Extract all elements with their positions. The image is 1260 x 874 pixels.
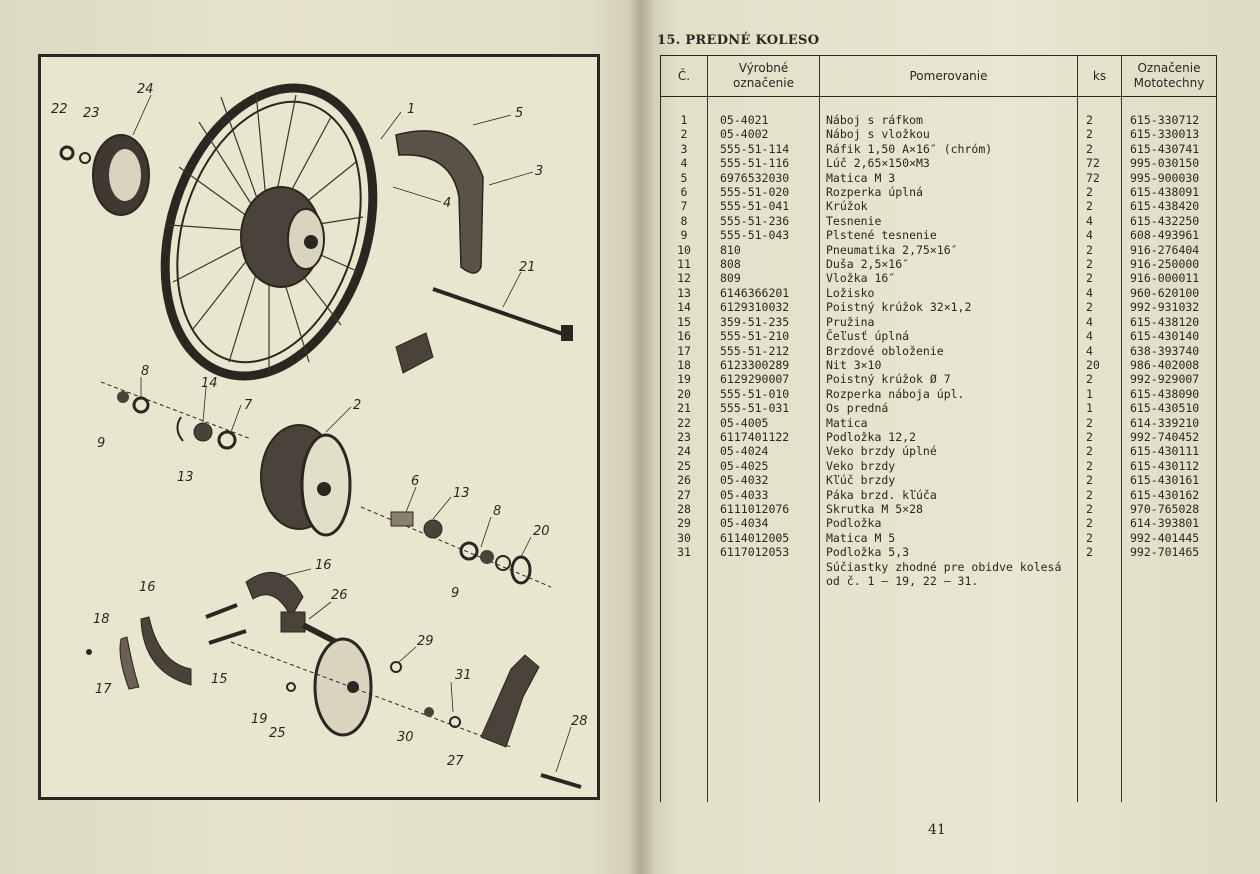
- cell-moto: 614-339210: [1122, 416, 1217, 430]
- table-row: [661, 387, 1217, 401]
- header-code-line2: označenie: [733, 76, 794, 90]
- header-code-line1: Výrobné: [738, 61, 789, 75]
- cell-no: 24: [661, 444, 708, 458]
- section-title: 15. PREDNÉ KOLESO: [657, 33, 820, 48]
- cell-qty: 2: [1078, 300, 1122, 314]
- header-qty: ks: [1078, 56, 1122, 97]
- spacer-row: [661, 97, 1217, 114]
- cell-no: 1: [661, 113, 708, 127]
- header-code: [708, 56, 820, 97]
- cell-no: 8: [661, 214, 708, 228]
- cell-desc: Krúžok: [820, 199, 1078, 213]
- cell-qty: 20: [1078, 358, 1122, 372]
- table-row: [661, 329, 1217, 343]
- cell-moto: 615-438091: [1122, 185, 1217, 199]
- cell-moto: 916-000011: [1122, 271, 1217, 285]
- table-row: [661, 344, 1217, 358]
- cell-qty: 1: [1078, 387, 1122, 401]
- cell-desc: Tesnenie: [820, 214, 1078, 228]
- cell-no: 31: [661, 545, 708, 559]
- cell-desc: Veko brzdy úplné: [820, 444, 1078, 458]
- cell-qty: 2: [1078, 271, 1122, 285]
- cell-code: 6117012053: [708, 545, 820, 559]
- callout-15: 15: [211, 672, 228, 687]
- cell-moto: 615-430111: [1122, 444, 1217, 458]
- table-row: [661, 142, 1217, 156]
- cell-no: 22: [661, 416, 708, 430]
- cell-desc: Vložka 16″: [820, 271, 1078, 285]
- table-row: [661, 185, 1217, 199]
- callout-16b: 16: [139, 580, 156, 595]
- cell-moto: 614-393801: [1122, 516, 1217, 530]
- cell-desc: Poistný krúžok Ø 7: [820, 372, 1078, 386]
- cell-moto: 615-330013: [1122, 127, 1217, 141]
- cell-qty: 4: [1078, 344, 1122, 358]
- cell-desc: Nit 3×10: [820, 358, 1078, 372]
- callout-1: 1: [407, 102, 416, 117]
- cell-no: 18: [661, 358, 708, 372]
- table-row: [661, 257, 1217, 271]
- exploded-view-figure: [38, 54, 600, 800]
- cell-code: 555-51-041: [708, 199, 820, 213]
- cell-no: 28: [661, 502, 708, 516]
- cell-desc: Matica: [820, 416, 1078, 430]
- note-text: Súčiastky zhodné pre obidve kolesá od č. 1 — 19, 22 — 31.: [820, 560, 1078, 590]
- table-row: [661, 228, 1217, 242]
- table-row: [661, 358, 1217, 372]
- table-row: [661, 488, 1217, 502]
- cell-qty: 2: [1078, 127, 1122, 141]
- callout-21: 21: [519, 260, 536, 275]
- cell-code: 555-51-210: [708, 329, 820, 343]
- cell-no: 10: [661, 243, 708, 257]
- callout-27: 27: [447, 754, 464, 769]
- callout-8: 8: [141, 364, 150, 379]
- cell-no: 7: [661, 199, 708, 213]
- cell-code: 555-51-031: [708, 401, 820, 415]
- cell-qty: 4: [1078, 315, 1122, 329]
- cell-moto: 992-401445: [1122, 531, 1217, 545]
- callout-2: 2: [353, 398, 362, 413]
- cell-code: 6123300289: [708, 358, 820, 372]
- callout-14: 14: [201, 376, 218, 391]
- cell-desc: Lúč 2,65×150×M3: [820, 156, 1078, 170]
- table-row: [661, 444, 1217, 458]
- cell-code: 808: [708, 257, 820, 271]
- callout-22: 22: [51, 102, 68, 117]
- header-number: Č.: [661, 56, 708, 97]
- table-row: [661, 459, 1217, 473]
- cell-moto: 615-438090: [1122, 387, 1217, 401]
- table-row: [661, 127, 1217, 141]
- cell-moto: 986-402008: [1122, 358, 1217, 372]
- cell-qty: 2: [1078, 502, 1122, 516]
- cell-desc: Poistný krúžok 32×1,2: [820, 300, 1078, 314]
- cell-moto: 960-620100: [1122, 286, 1217, 300]
- parts-table: [660, 55, 1217, 802]
- callout-13b: 13: [453, 486, 470, 501]
- cell-no: 12: [661, 271, 708, 285]
- cell-code: 359-51-235: [708, 315, 820, 329]
- cell-code: 555-51-020: [708, 185, 820, 199]
- table-row: [661, 171, 1217, 185]
- cell-no: 17: [661, 344, 708, 358]
- page-number: 41: [928, 822, 946, 838]
- callout-31: 31: [455, 668, 472, 683]
- cell-no: 9: [661, 228, 708, 242]
- cell-desc: Ložisko: [820, 286, 1078, 300]
- cell-desc: Matica M 3: [820, 171, 1078, 185]
- cell-desc: Náboj s ráfkom: [820, 113, 1078, 127]
- brake-cover: [61, 135, 149, 215]
- cell-desc: Rozperka náboja úpl.: [820, 387, 1078, 401]
- callout-3: 3: [535, 164, 544, 179]
- wheel-assembly: [130, 61, 408, 403]
- cell-qty: 2: [1078, 257, 1122, 271]
- callout-29: 29: [417, 634, 434, 649]
- cell-code: 6146366201: [708, 286, 820, 300]
- cell-qty: 72: [1078, 171, 1122, 185]
- cell-qty: 2: [1078, 243, 1122, 257]
- cell-code: 6114012005: [708, 531, 820, 545]
- cell-no: 15: [661, 315, 708, 329]
- cell-desc: Duša 2,5×16″: [820, 257, 1078, 271]
- callout-7: 7: [244, 398, 253, 413]
- cell-desc: Kľúč brzdy: [820, 473, 1078, 487]
- cell-qty: 2: [1078, 185, 1122, 199]
- cell-no: 3: [661, 142, 708, 156]
- cell-desc: Plstené tesnenie: [820, 228, 1078, 242]
- table-row: [661, 286, 1217, 300]
- cell-moto: 608-493961: [1122, 228, 1217, 242]
- cell-moto: 615-430741: [1122, 142, 1217, 156]
- cell-qty: 4: [1078, 286, 1122, 300]
- cell-qty: 2: [1078, 473, 1122, 487]
- cell-moto: 992-931032: [1122, 300, 1217, 314]
- cell-desc: Rozperka úplná: [820, 185, 1078, 199]
- callout-6: 6: [411, 474, 420, 489]
- cell-code: 05-4005: [708, 416, 820, 430]
- cell-qty: 2: [1078, 444, 1122, 458]
- cell-code: 6111012076: [708, 502, 820, 516]
- table-row: [661, 545, 1217, 559]
- cell-code: 05-4032: [708, 473, 820, 487]
- cell-code: 810: [708, 243, 820, 257]
- cell-qty: 2: [1078, 142, 1122, 156]
- cell-code: 6976532030: [708, 171, 820, 185]
- cell-qty: 2: [1078, 199, 1122, 213]
- front-wheel-diagram: [41, 57, 597, 797]
- cell-moto: 615-430161: [1122, 473, 1217, 487]
- cell-desc: Páka brzd. kľúča: [820, 488, 1078, 502]
- cell-no: 26: [661, 473, 708, 487]
- table-row: [661, 416, 1217, 430]
- cell-moto: 615-430162: [1122, 488, 1217, 502]
- callout-9b: 9: [451, 586, 460, 601]
- header-description: Pomerovanie: [820, 56, 1078, 97]
- cell-code: 555-51-212: [708, 344, 820, 358]
- callout-24: 24: [137, 82, 154, 97]
- cell-code: 05-4033: [708, 488, 820, 502]
- cell-desc: Veko brzdy: [820, 459, 1078, 473]
- cell-moto: 615-430510: [1122, 401, 1217, 415]
- cell-no: 21: [661, 401, 708, 415]
- cell-no: 30: [661, 531, 708, 545]
- cell-no: 25: [661, 459, 708, 473]
- table-row: [661, 156, 1217, 170]
- callout-30: 30: [397, 730, 414, 745]
- cell-moto: 992-740452: [1122, 430, 1217, 444]
- cell-moto: 970-765028: [1122, 502, 1217, 516]
- cell-moto: 615-432250: [1122, 214, 1217, 228]
- table-row: [661, 243, 1217, 257]
- cell-code: 6117401122: [708, 430, 820, 444]
- cell-desc: Skrutka M 5×28: [820, 502, 1078, 516]
- cell-qty: 2: [1078, 430, 1122, 444]
- cell-moto: 615-330712: [1122, 113, 1217, 127]
- cell-no: 13: [661, 286, 708, 300]
- callout-9: 9: [97, 436, 106, 451]
- callout-20: 20: [533, 524, 550, 539]
- cell-no: 27: [661, 488, 708, 502]
- cell-no: 11: [661, 257, 708, 271]
- callout-13: 13: [177, 470, 194, 485]
- cell-qty: 2: [1078, 545, 1122, 559]
- cell-code: 05-4002: [708, 127, 820, 141]
- table-body: [661, 97, 1217, 803]
- cell-desc: Pružina: [820, 315, 1078, 329]
- cell-moto: 992-929007: [1122, 372, 1217, 386]
- cell-desc: Brzdové obloženie: [820, 344, 1078, 358]
- cell-moto: 638-393740: [1122, 344, 1217, 358]
- cell-desc: Čeľusť úplná: [820, 329, 1078, 343]
- cell-qty: 72: [1078, 156, 1122, 170]
- callout-23: 23: [83, 106, 100, 121]
- cell-desc: Pneumatika 2,75×16″: [820, 243, 1078, 257]
- cell-moto: 615-438420: [1122, 199, 1217, 213]
- cell-code: 555-51-010: [708, 387, 820, 401]
- cell-moto: 992-701465: [1122, 545, 1217, 559]
- cell-moto: 916-276404: [1122, 243, 1217, 257]
- callout-16: 16: [315, 558, 332, 573]
- cell-qty: 2: [1078, 113, 1122, 127]
- table-header-row: [661, 56, 1217, 97]
- cell-desc: Náboj s vložkou: [820, 127, 1078, 141]
- cell-no: 6: [661, 185, 708, 199]
- cell-code: 05-4021: [708, 113, 820, 127]
- filler-row: [661, 590, 1217, 802]
- cell-desc: Ráfik 1,50 A×16″ (chróm): [820, 142, 1078, 156]
- table-row: [661, 516, 1217, 530]
- cell-no: 14: [661, 300, 708, 314]
- table-row: [661, 531, 1217, 545]
- header-moto-line2: Mototechny: [1133, 76, 1205, 90]
- cell-moto: 615-430112: [1122, 459, 1217, 473]
- cell-qty: 4: [1078, 228, 1122, 242]
- callout-19: 19: [251, 712, 268, 727]
- note-row: [661, 560, 1217, 590]
- callout-28: 28: [571, 714, 588, 729]
- hub: [261, 425, 350, 535]
- cell-code: 05-4025: [708, 459, 820, 473]
- cell-no: 16: [661, 329, 708, 343]
- cell-qty: 4: [1078, 214, 1122, 228]
- table-row: [661, 113, 1217, 127]
- cell-qty: 2: [1078, 531, 1122, 545]
- cell-code: 809: [708, 271, 820, 285]
- cell-moto: 615-430140: [1122, 329, 1217, 343]
- callout-18: 18: [93, 612, 110, 627]
- callout-25: 25: [269, 726, 286, 741]
- cell-no: 19: [661, 372, 708, 386]
- table-row: [661, 502, 1217, 516]
- book-gutter: [628, 0, 654, 874]
- cell-desc: Podložka 12,2: [820, 430, 1078, 444]
- cell-no: 2: [661, 127, 708, 141]
- table-row: [661, 271, 1217, 285]
- callout-17: 17: [95, 682, 112, 697]
- header-moto: [1122, 56, 1217, 97]
- header-moto-line1: Označenie: [1137, 61, 1201, 75]
- cell-no: 5: [661, 171, 708, 185]
- cell-code: 555-51-043: [708, 228, 820, 242]
- table-row: [661, 315, 1217, 329]
- cell-moto: 615-438120: [1122, 315, 1217, 329]
- cell-code: 6129310032: [708, 300, 820, 314]
- table-row: [661, 473, 1217, 487]
- callout-5: 5: [515, 106, 524, 121]
- table-row: [661, 199, 1217, 213]
- cell-no: 23: [661, 430, 708, 444]
- table-row: [661, 372, 1217, 386]
- cell-desc: Podložka 5,3: [820, 545, 1078, 559]
- cell-desc: Matica M 5: [820, 531, 1078, 545]
- cell-qty: 4: [1078, 329, 1122, 343]
- cell-moto: 916-250000: [1122, 257, 1217, 271]
- cell-desc: Podložka: [820, 516, 1078, 530]
- cell-code: 555-51-236: [708, 214, 820, 228]
- table-row: [661, 300, 1217, 314]
- callout-4: 4: [443, 196, 452, 211]
- cell-no: 20: [661, 387, 708, 401]
- table-row: [661, 401, 1217, 415]
- table-row: [661, 214, 1217, 228]
- cell-code: 555-51-114: [708, 142, 820, 156]
- cell-moto: 995-030150: [1122, 156, 1217, 170]
- cell-qty: 2: [1078, 372, 1122, 386]
- cell-code: 05-4034: [708, 516, 820, 530]
- callout-8b: 8: [493, 504, 502, 519]
- cell-qty: 2: [1078, 459, 1122, 473]
- cell-qty: 2: [1078, 488, 1122, 502]
- cell-code: 05-4024: [708, 444, 820, 458]
- cell-desc: Os predná: [820, 401, 1078, 415]
- cell-qty: 2: [1078, 516, 1122, 530]
- cell-qty: 1: [1078, 401, 1122, 415]
- cell-moto: 995-900030: [1122, 171, 1217, 185]
- cell-qty: 2: [1078, 416, 1122, 430]
- cell-code: 555-51-116: [708, 156, 820, 170]
- callout-26: 26: [331, 588, 348, 603]
- cell-no: 29: [661, 516, 708, 530]
- cell-no: 4: [661, 156, 708, 170]
- table-row: [661, 430, 1217, 444]
- cell-code: 6129290007: [708, 372, 820, 386]
